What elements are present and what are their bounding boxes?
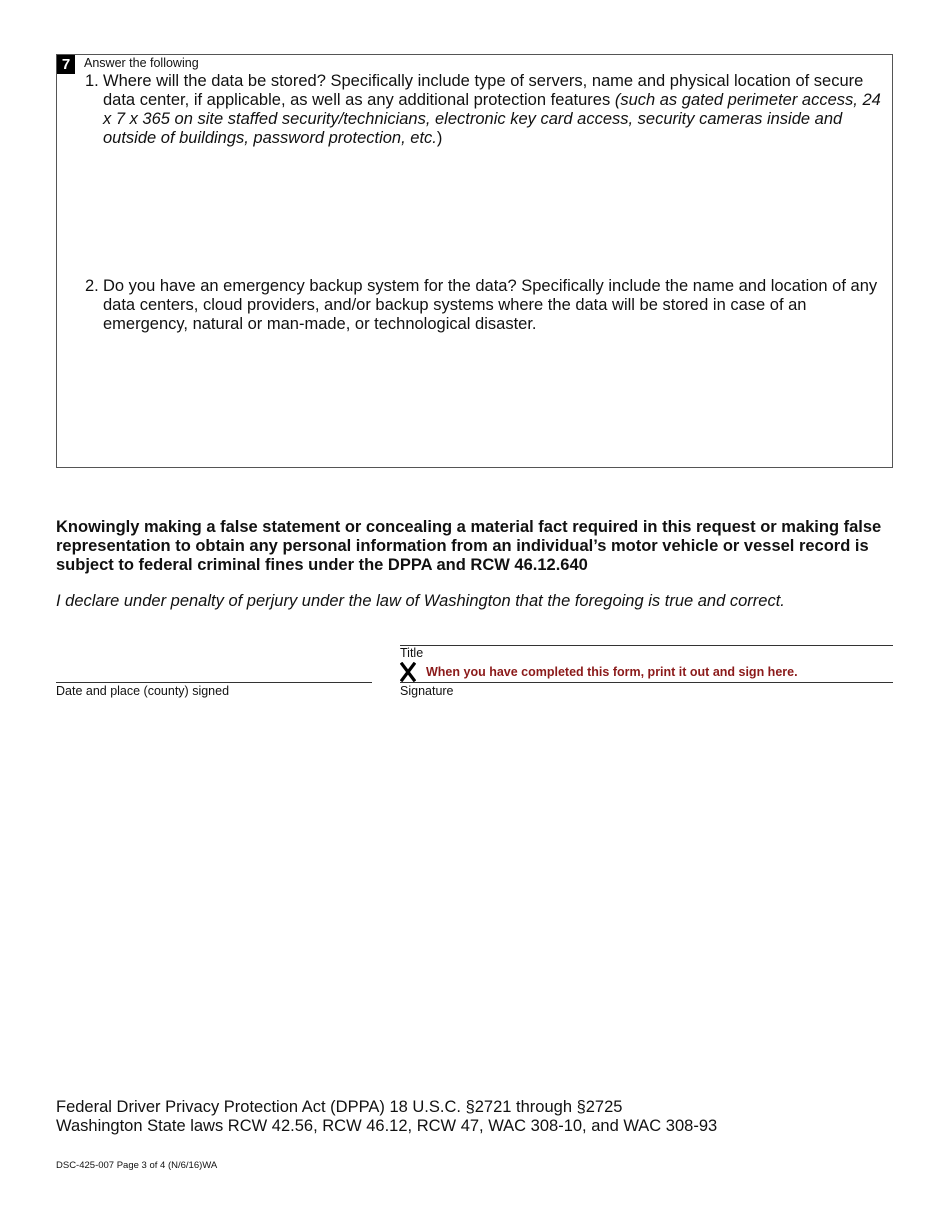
question-1-body: Where will the data be stored? Specifically include type of servers, name and physical location of secure data center, if applicable, as well as any additional protection features	[103, 72, 864, 109]
question-1-number: 1.	[85, 72, 99, 90]
question-2-number: 2.	[85, 277, 99, 295]
title-label: Title	[400, 646, 424, 660]
false-statement-warning: Knowingly making a false statement or concealing a material fact required in this request or making false representation to obtain any personal information from an individual’s motor vehicle or vessel record is subject to federal criminal fines under the DPPA and RCW 46.12.640	[56, 518, 882, 574]
signature-line[interactable]	[400, 682, 893, 683]
question-1-text	[103, 72, 885, 148]
perjury-declaration: I declare under penalty of perjury under the law of Washington that the foregoing is true and correct.	[56, 592, 785, 610]
laws-line-1: Federal Driver Privacy Protection Act (DPPA) 18 U.S.C. §2721 through §2725	[56, 1098, 623, 1116]
signature-label: Signature	[400, 684, 454, 698]
legal-references	[56, 1098, 717, 1136]
form-id: DSC-425-007 Page 3 of 4 (N/6/16)WA	[56, 1160, 218, 1171]
signature-instruction: When you have completed this form, print it out and sign here.	[426, 665, 798, 679]
section-label: Answer the following	[84, 56, 199, 70]
question-1-close: )	[436, 129, 443, 147]
section-7-box	[56, 54, 893, 468]
question-2-text: Do you have an emergency backup system for the data? Specifically include the name and location of any data centers, cloud providers, and/or backup systems where the data will be stored in case of an emergency, natural or man-made, or technological disaster.	[103, 277, 878, 333]
x-signature-icon	[400, 662, 416, 682]
date-place-label: Date and place (county) signed	[56, 684, 230, 698]
section-number-badge: 7	[57, 55, 75, 74]
laws-line-2: Washington State laws RCW 42.56, RCW 46.12, RCW 47, WAC 308-10, and WAC 308-93	[56, 1117, 718, 1135]
question-1-examples: (such as gated perimeter access, 24 x 7 x 365 on site staffed security/technicians, electronic key card access, security cameras inside and outside of buildings, password protection, etc.	[103, 91, 881, 147]
title-line[interactable]	[400, 645, 893, 646]
date-place-line[interactable]	[56, 682, 372, 683]
question-1	[85, 72, 885, 148]
question-2	[85, 277, 885, 334]
